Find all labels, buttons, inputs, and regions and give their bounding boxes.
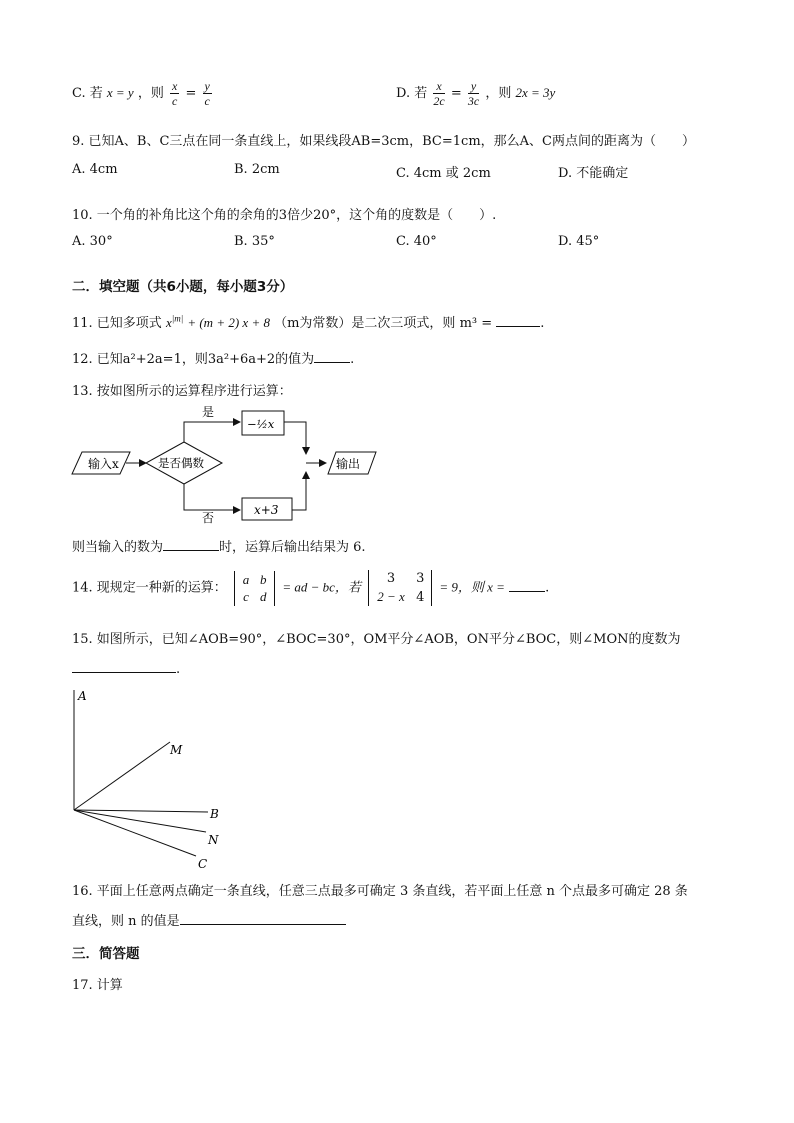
q11-answer-blank[interactable] [496, 326, 540, 327]
q11 [72, 312, 544, 331]
q8-c-fraction-1 [170, 80, 179, 107]
no-box-text: x+3 [254, 503, 279, 517]
q12 [72, 348, 354, 367]
q8-d-connector: ，则 [485, 86, 512, 101]
q11-expression: + (m + 2) x + 8 [187, 315, 270, 330]
ray-on [74, 810, 206, 832]
output-label: 输出 [336, 457, 361, 471]
det2-cell: 3 [416, 571, 425, 586]
label-b: B [210, 807, 219, 821]
section-2-title: 二．填空题（共6小题，每小题3分） [72, 279, 294, 295]
q10-stem: 10. 一个角的补角比这个角的余角的3倍少20°，这个角的度数是（ ）. [72, 208, 497, 223]
q13-after [72, 536, 366, 555]
det2-cell: 4 [416, 589, 425, 605]
q11-condition: （m为常数）是二次三项式，则 [274, 316, 456, 331]
label-m: M [170, 743, 183, 757]
label-a: A [78, 689, 87, 703]
q15-stem: 15. 如图所示，已知∠AOB=90°，∠BOC=30°，OM平分∠AOB，ON平分∠BOC，则∠MON的度数为 [72, 632, 681, 647]
det2-cell: 3 [386, 571, 396, 586]
q8-c-fraction-2 [203, 80, 212, 107]
q15-answer-line [72, 662, 180, 677]
q12-text: 12. 已知a²+2a=1，则3a²+6a+2的值为 [72, 352, 315, 367]
q8-c-connector: ，则 [137, 86, 164, 101]
no-label: 否 [202, 511, 215, 525]
q12-answer-blank[interactable] [314, 362, 350, 363]
q10-option-c: C. 40° [396, 234, 437, 249]
section-3-title: 三．简答题 [72, 946, 140, 962]
q8-c-condition: x = y [106, 85, 134, 100]
ray-ob [74, 810, 208, 812]
denominator: c [204, 94, 210, 108]
ray-om [74, 742, 170, 810]
q14-condition: = 9，则 x = [439, 579, 505, 595]
q15-end: . [176, 662, 181, 677]
q16-line-1: 16. 平面上任意两点确定一条直线，任意三点最多可确定 3 条直线，若平面上任意 n 个点最多可确定 28 条 [72, 884, 688, 899]
q14 [72, 570, 549, 606]
q12-end: . [350, 352, 355, 367]
q10-option-b: B. 35° [234, 234, 275, 249]
q11-exponent: |m| [171, 313, 184, 324]
q13-after-prefix: 则当输入的数为 [72, 540, 164, 555]
yes-box-text: −½x [247, 417, 275, 431]
arrow-yes-output [284, 422, 306, 454]
denominator: c [172, 94, 178, 108]
q13-stem: 13. 按如图所示的运算程序进行运算： [72, 384, 292, 399]
input-label: 输入x [88, 457, 119, 471]
arrow-yes [184, 422, 240, 442]
q8-d-fraction-2 [468, 80, 479, 107]
numerator: x [172, 79, 178, 93]
q9-option-a: A. 4cm [72, 162, 118, 177]
q17: 17. 计算 [72, 978, 123, 993]
q14-end: . [545, 580, 550, 596]
q13-after-suffix: 时，运算后输出结果为 6. [219, 540, 366, 555]
q11-end: . [540, 316, 545, 331]
denominator: 2c [433, 94, 445, 108]
q8-c-label: C. 若 [72, 86, 103, 101]
numerator: x [433, 80, 444, 94]
q11-prefix: 11. 已知多项式 [72, 316, 162, 331]
q16-line-2 [72, 910, 346, 929]
q14-prefix: 14. 现规定一种新的运算： [72, 580, 227, 596]
q13-flowchart [70, 398, 390, 528]
det1-cell: c [243, 589, 249, 605]
q8-d-result: 2x = 3y [515, 85, 556, 100]
det2-cell: 2 − x [377, 588, 405, 604]
q16-line-2-text: 直线，则 n 的值是 [72, 914, 180, 929]
q15-angle-figure [66, 684, 236, 874]
numerator: y [204, 79, 210, 93]
q14-answer-blank[interactable] [509, 591, 545, 592]
equals-sign: = [185, 86, 197, 101]
decision-label: 是否偶数 [158, 456, 204, 470]
label-c: C [198, 857, 208, 871]
q11-result: m³ = [459, 316, 493, 331]
ray-oc [74, 810, 196, 856]
q8-d-label: D. 若 [396, 86, 428, 101]
q9-option-d: D. 不能确定 [558, 166, 629, 181]
label-n: N [208, 833, 219, 847]
numerator: y [468, 80, 479, 94]
q14-definition: = ad − bc，若 [282, 579, 361, 595]
det1-cell: b [259, 571, 267, 587]
q16-answer-blank[interactable] [180, 924, 346, 925]
yes-label: 是 [202, 405, 215, 419]
q8-option-c [72, 80, 214, 107]
q9-stem: 9. 已知A、B、C三点在同一条直线上，如果线段AB=3cm，BC=1cm，那么A、C两点间的距离为（ ） [72, 134, 695, 149]
denominator: 3c [467, 94, 480, 108]
q14-determinant-1 [234, 571, 275, 606]
q9-option-c: C. 4cm 或 2cm [396, 166, 491, 181]
q8-option-d [396, 80, 555, 107]
q10-option-d: D. 45° [558, 234, 600, 249]
q10-option-a: A. 30° [72, 234, 113, 249]
det1-cell: d [259, 589, 267, 605]
q14-determinant-2 [368, 570, 432, 606]
det1-cell: a [242, 571, 250, 587]
q15-answer-blank[interactable] [72, 672, 176, 673]
arrow-no-output [292, 472, 306, 510]
q8-d-fraction-1 [433, 80, 444, 107]
q9-option-b: B. 2cm [234, 162, 280, 177]
arrow-no [184, 484, 240, 510]
equals-sign: = [450, 86, 462, 101]
q13-answer-blank[interactable] [163, 550, 219, 551]
q11-base: x [165, 315, 172, 330]
